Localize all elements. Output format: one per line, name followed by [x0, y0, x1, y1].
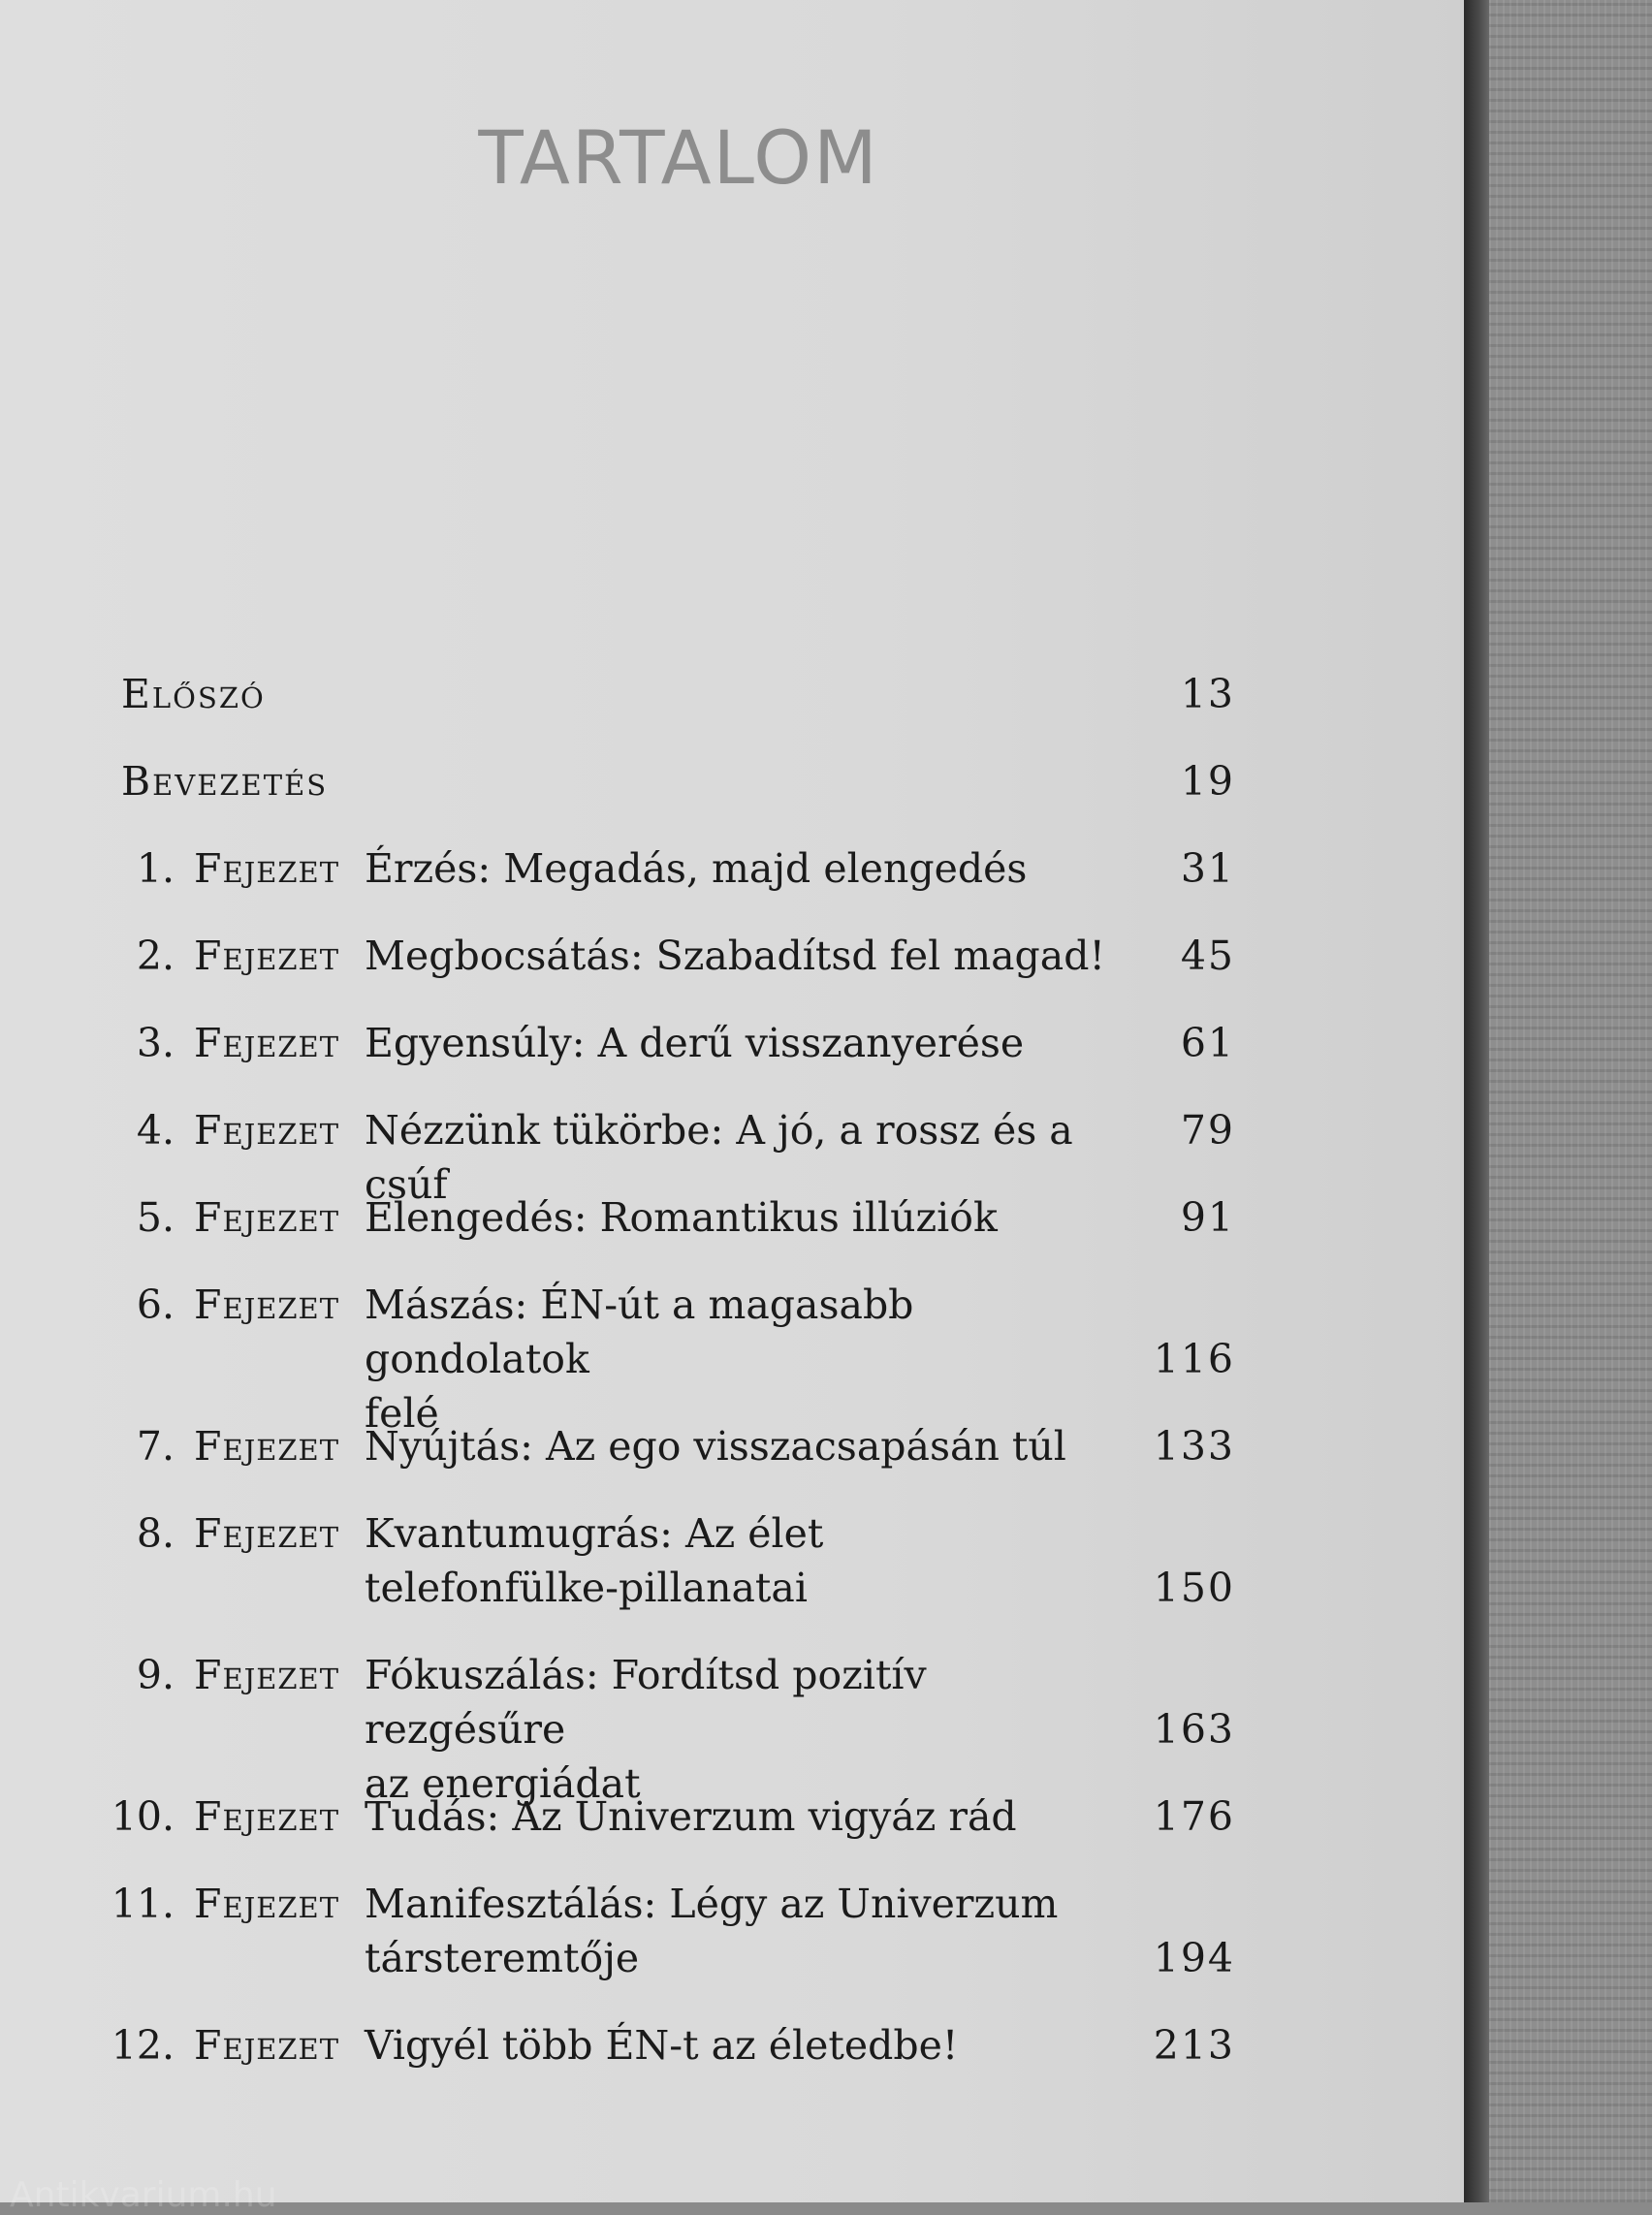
- chapter-number: 6.: [136, 1282, 175, 1328]
- chapter-number: 2.: [136, 933, 175, 979]
- chapter-number: 11.: [111, 1881, 175, 1927]
- chapter-number: 5.: [136, 1194, 175, 1241]
- chapter-page: 45: [1180, 933, 1235, 979]
- chapter-page: 116: [1153, 1336, 1235, 1382]
- chapter-page: 194: [1153, 1935, 1235, 1981]
- chapter-page: 91: [1180, 1194, 1235, 1241]
- book-cover-cloth: [1489, 0, 1652, 2202]
- chapter-keyword: Fejezet: [194, 1020, 340, 1066]
- chapter-title: Nézzünk tükörbe: A jó, a rossz és a csúf: [365, 1107, 1073, 1208]
- chapter-title: Fókuszálás: Fordítsd pozitív rezgésűre az energiádat: [365, 1652, 927, 1807]
- chapter-number: 8.: [136, 1510, 175, 1557]
- chapter-keyword: Fejezet: [194, 1107, 340, 1154]
- chapter-page: 163: [1153, 1706, 1235, 1753]
- chapter-page: 176: [1153, 1793, 1235, 1840]
- chapter-title: Vigyél több ÉN-t az életedbe!: [365, 2022, 959, 2069]
- chapter-title: Kvantumugrás: Az élet telefonfülke-pillanatai: [365, 1510, 824, 1611]
- book-spine-edge: [1464, 0, 1489, 2202]
- chapter-title: Érzés: Megadás, majd elengedés: [365, 845, 1028, 892]
- chapter-title: Tudás: Az Univerzum vigyáz rád: [365, 1793, 1017, 1840]
- chapter-page: 61: [1180, 1020, 1235, 1066]
- chapter-page: 150: [1153, 1565, 1235, 1611]
- chapter-keyword: Fejezet: [194, 2022, 340, 2069]
- chapter-title: Nyújtás: Az ego visszacsapásán túl: [365, 1423, 1066, 1470]
- chapter-keyword: Fejezet: [194, 1881, 340, 1927]
- chapter-number: 10.: [111, 1793, 175, 1840]
- chapter-number: 12.: [111, 2022, 175, 2069]
- watermark: Antikvarium.hu: [10, 2175, 277, 2215]
- chapter-number: 9.: [136, 1652, 175, 1698]
- chapter-number: 3.: [136, 1020, 175, 1066]
- chapter-title: Elengedés: Romantikus illúziók: [365, 1194, 998, 1241]
- chapter-page: 31: [1180, 845, 1235, 892]
- entry-label: Előszó: [121, 671, 266, 717]
- chapter-title: Mászás: ÉN-út a magasabb gondolatok felé: [365, 1282, 914, 1437]
- chapter-number: 1.: [136, 845, 175, 892]
- chapter-number: 7.: [136, 1423, 175, 1470]
- entry-page: 13: [1180, 671, 1235, 717]
- entry-label: Bevezetés: [121, 758, 329, 805]
- chapter-keyword: Fejezet: [194, 1194, 340, 1241]
- chapter-keyword: Fejezet: [194, 1793, 340, 1840]
- chapter-keyword: Fejezet: [194, 1282, 340, 1328]
- chapter-keyword: Fejezet: [194, 1510, 340, 1557]
- chapter-number: 4.: [136, 1107, 175, 1154]
- chapter-keyword: Fejezet: [194, 1423, 340, 1470]
- chapter-title: Megbocsátás: Szabadítsd fel magad!: [365, 933, 1105, 979]
- chapter-title: Egyensúly: A derű visszanyerése: [365, 1020, 1025, 1066]
- page-title: TARTALOM: [478, 114, 879, 201]
- chapter-keyword: Fejezet: [194, 845, 340, 892]
- chapter-keyword: Fejezet: [194, 1652, 340, 1698]
- entry-page: 19: [1180, 758, 1235, 805]
- chapter-page: 133: [1153, 1423, 1235, 1470]
- chapter-keyword: Fejezet: [194, 933, 340, 979]
- chapter-page: 213: [1153, 2022, 1235, 2069]
- chapter-page: 79: [1180, 1107, 1235, 1154]
- chapter-title: Manifesztálás: Légy az Univerzum társteremtője: [365, 1881, 1059, 1981]
